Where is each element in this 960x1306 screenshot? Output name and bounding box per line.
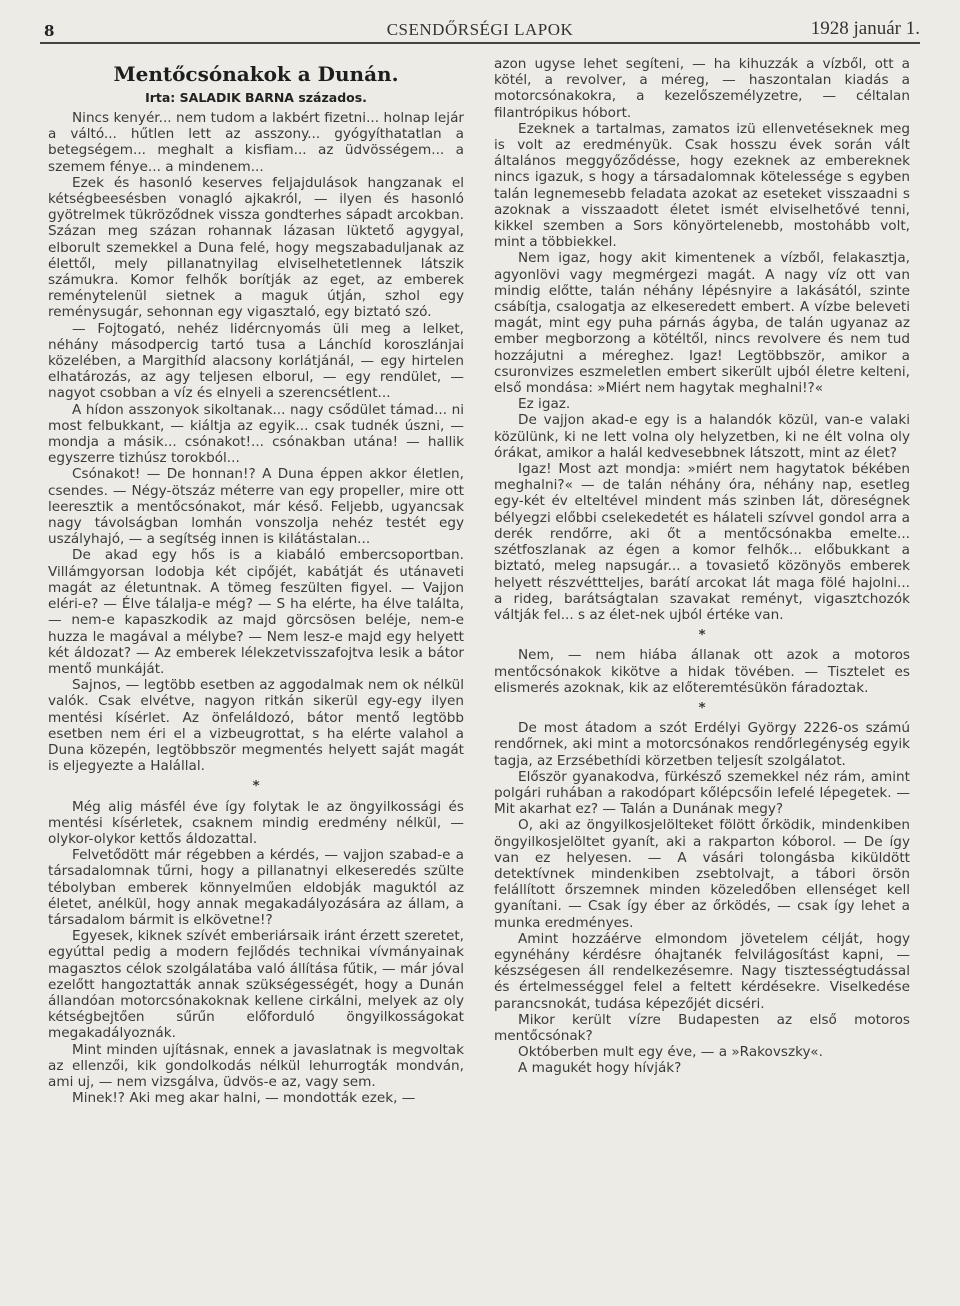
paragraph: Nem igaz, hogy akit kimentenek a vízből, felakasztja, agyonlövi vagy megmérgezi magát. A nagy víz ott van mindig előtte, talán néhány lépésnyire a lakásától, szinte csábítja, csalogatja az elkeseredett embert. A vízbe beleveti magát, mint egy puha párnás ágyba, de talán ugyanaz az ember megborzong a kötéltől, nincs revolvere és nem tud hozzájutni a méreghez. Igaz! Legtöbbször, amikor a csuronvizes eszmeletlen embert sikerült ujból életre kelteni, első mondása: »Miért nem hagytak meghalni!?« (494, 250, 910, 397)
paragraph: Igaz! Most azt mondja: »miért nem hagytatok békében meghalni?« — de talán néhány óra, néhány nap, esetleg egy-két év elteltével mindent más szinben lát, döreségnek bélyegzi előbbi cselekedetét es hálateli szívvel gondol arra a derék rendőrre, aki őt a mentőcsónakba emelte... szétfoszlanak az égen a komor felhők... előbukkant a biztató, meleg napsugár... a tovasiető közönyös emberek helyett részvéttteljes, barátí arcokat lát maga fölé hajolni... a rideg, barátságtalan szavakat reményt, vigasztchozók váltják fel... s az élet-nek ujból értéke van. (494, 461, 910, 623)
paragraph: Sajnos, — legtöbb esetben az aggodalmak nem ok nélkül valók. Csak elvétve, nagyon ritkán sikerül egy-egy ilyen mentési kísérlet. Az önfeláldozó, bátor mentő legtöbb esetben nem éri el a vizbeugrottat, s ha elérte valahol a Duna közepén, legtöbbször megmentés helyett saját magát is eljegyezte a Halállal. (48, 677, 464, 775)
article-author: Irta: SALADIK BARNA százados. (145, 90, 367, 105)
paragraph: De vajjon akad-e egy is a halandók közül, van-e valaki közülünk, ki ne lett volna oly helyzetben, ki ne élt volna oly órákat, amikor a halál kedvesebbnek látszott, mint az élet? (494, 412, 910, 461)
paragraph: Csónakot! — De honnan!? A Duna éppen akkor életlen, csendes. — Négy-ötszáz méterre van egy propeller, mire ott leeresztik a mentőcsónakot, már késő. Feljebb, ugyancsak nagy távolságban lomhán vonszolja nehéz testét egy uszályhajó, — a segítség innen is kilátástalan... (48, 466, 464, 548)
page-number: 8 (44, 22, 55, 40)
issue-date: 1928 január 1. (810, 18, 920, 39)
paragraph: Nincs kenyér... nem tudom a lakbért fizetni... holnap lejár a váltó... hűtlen lett az asszony... gyógyíthatatlan a betegségem... meghalt a kisfiam... az üdvösségem... a szemem fénye... a mindenem... (48, 110, 464, 175)
section-separator: * (698, 627, 706, 644)
right-column (494, 56, 910, 1077)
paragraph: Minek!? Aki meg akar halni, — mondották ezek, — (72, 1090, 416, 1107)
paragraph: Először gyanakodva, fürkésző szemekkel néz rám, amint polgári ruhában a rakodópart kőlépcsőin lefelé lépegetek. — Mit akarhat ez? — Talán a Dunának megy? (494, 768, 910, 818)
publication-title: CSENDŐRSÉGI LAPOK (386, 20, 574, 39)
paragraph: Ezeknek a tartalmas, zamatos izü ellenvetéseknek meg is volt az eredményük. Csak hosszu évek során vált általános meggyőződésse, hogy ezeknek az embereknek nincs igazuk, s hogy a társadalomnak kötelessége s egyben talán legnemesebb feladata azokat az eseteket visszaadni s azoknak a visszaadott életet ismét elviselhetővé tenni, kikkel szemben a Sors könyörtelenebb, mostohább volt, mint a többiekkel. (494, 120, 910, 251)
paragraph: A hídon asszonyok sikoltanak... nagy csődület támad... ni most felbukkant, — kiáltja az egyik... csak tudnék úszni, — mondja a másik... csónakot!... csónakban utána! — hallik egyszerre tizhúsz torokból... (48, 401, 464, 467)
paragraph: Mikor került vízre Budapesten az első motoros mentőcsónak? (494, 1011, 910, 1044)
paragraph: De akad egy hős is a kiabáló embercsoportban. Villámgyorsan lodobja két cipőjét, kabátját és utánaveti magát az életuntnak. A tömeg feszülten figyel. — Vajjon eléri-e? — Élve tálalja-e még? — S ha elérte, ha élve találta, — nem-e kapaszkodik az majd görcsösen beléje, nem-e huzza le magával a mélybe? — Nem lesz-e majd egy helyett két áldozat? — Az emberek lélekzetvisszafojtva lesik a bátor mentő munkáját. (48, 547, 464, 677)
paragraph: Mint minden ujításnak, ennek a javaslatnak is megvoltak az ellenzői, kik gondolkodás nélkül lehurrogták mondván, ami uj, — nem vizsgálva, üdvös-e az, vagy sem. (48, 1041, 464, 1090)
paragraph: Egyesek, kiknek szívét emberiársaik iránt érzett szeretet, egyúttal pedig a modern fejlődés technikai vívmányainak magasztos célok szolgálatába való állítása fűtik, — már jóval ezelőtt hangoztatták annak szükségességét, hogy a Dunán állandóan motorcsónakoknak kellene cirkálni, melyek az oly kétségbejtően sűrűn előforduló öngyilkosságokat megakadályoznák. (48, 928, 464, 1042)
paragraph: — Fojtogató, nehéz lidércnyomás üli meg a lelket, néhány másodpercig tartó tusa a Lánchíd koroszlánjai közelében, a Margithíd alacsony korlátjánál, — egy hirtelen elhatározás, az agy teljesen elborul, — egy rendület, — nagyot csobban a víz és elnyeli a szerencsétlent... (48, 320, 464, 402)
paragraph: Még alig másfél éve így folytak le az öngyilkossági és mentési kísérletek, csaknem mindig eredmény nélkül, — olykor-olykor kettős áldozattal. (48, 798, 464, 847)
article-title: Mentőcsónakok a Dunán. (113, 62, 399, 86)
paragraph: Felvetődött már régebben a kérdés, — vajjon szabad-e a társadalomnak tűrni, hogy a pillanatnyi elkeseredés szülte tébolyban emberek könnyelműen eldobják maguktól az életet, anélkül, hogy annak megakadályozására az állam, a társadalom bármit is elkövetne!? (48, 847, 464, 928)
paragraph: O, aki az öngyilkosjelölteket fölött őrködik, mindenkiben öngyilkosjelöltet gyanít, aki a rakparton kóborol. — De így van ez helyesen. — A vásári tolongásba kiküldött detektívnek mindenkiben zsebtolvajt, a tábori örsön felállított őrszemnek minden közeledőben ellenséget kell gyanítani. — Csak így éber az őrködés, — csak így lehet a munka eredményes. (494, 817, 910, 931)
page-header (40, 18, 920, 44)
paragraph: A magukét hogy hívják? (518, 1060, 682, 1077)
paragraph: Októberben mult egy éve, — a »Rakovszky«. (518, 1044, 823, 1061)
paragraph: Amint hozzáérve elmondom jövetelem célját, hogy egynéhány kérdésre óhajtanék felvilágosítást kapni, — készségesen áll rendelkezésemre. Nagy tisztességtudással és értelmességgel felel a feltett kérdésekre. Viselkedése parancsnokát, tudása képezőjét dicséri. (494, 930, 910, 1012)
section-separator: * (698, 699, 706, 716)
section-separator: * (252, 778, 260, 795)
paragraph: Nem, — nem hiába állanak ott azok a motoros mentőcsónakok kikötve a hidak tövében. — Tisztelet es elismerés azoknak, kik az előteremtésükön fáradoztak. (494, 647, 910, 696)
paragraph: Ez igaz. (518, 396, 571, 413)
paragraph: Ezek és hasonló keserves feljajdulások hangzanak el kétségbeesésben vonagló ajkakról, — ilyen és hasonló gyötrelmek tükröződnek vissza gondterhes sápadt arcokban. Százan meg százan rohannak lázasan lüktető agygyal, elborult szemekkel a Duna felé, hogy megszabaduljanak az élettől, mely pillanatnyilag elviselhetetlennek látszik számukra. Komor felhők borítják az eget, az emberek reménytelenül sietnek a maguk útján, szhol egy reménysugár, sehonnan egy vigasztaló, egy biztató szó. (48, 174, 464, 321)
paragraph: De most átadom a szót Erdélyi György 2226-os számú rendőrnek, aki mint a motorcsónakos rendőrlegénység egyik tagja, az Erzsébethídi körzetben teljesít szolgálatot. (494, 720, 910, 769)
paragraph: azon ugyse lehet segíteni, — ha kihuzzák a vízből, ott a kötél, a revolver, a méreg, — haszontalan kiadás a motorcsónakokra, a kezelőszemélyzetre, — céltalan filantrópikus hóbort. (494, 56, 910, 121)
left-column (48, 56, 464, 1106)
header-rule (40, 42, 920, 44)
